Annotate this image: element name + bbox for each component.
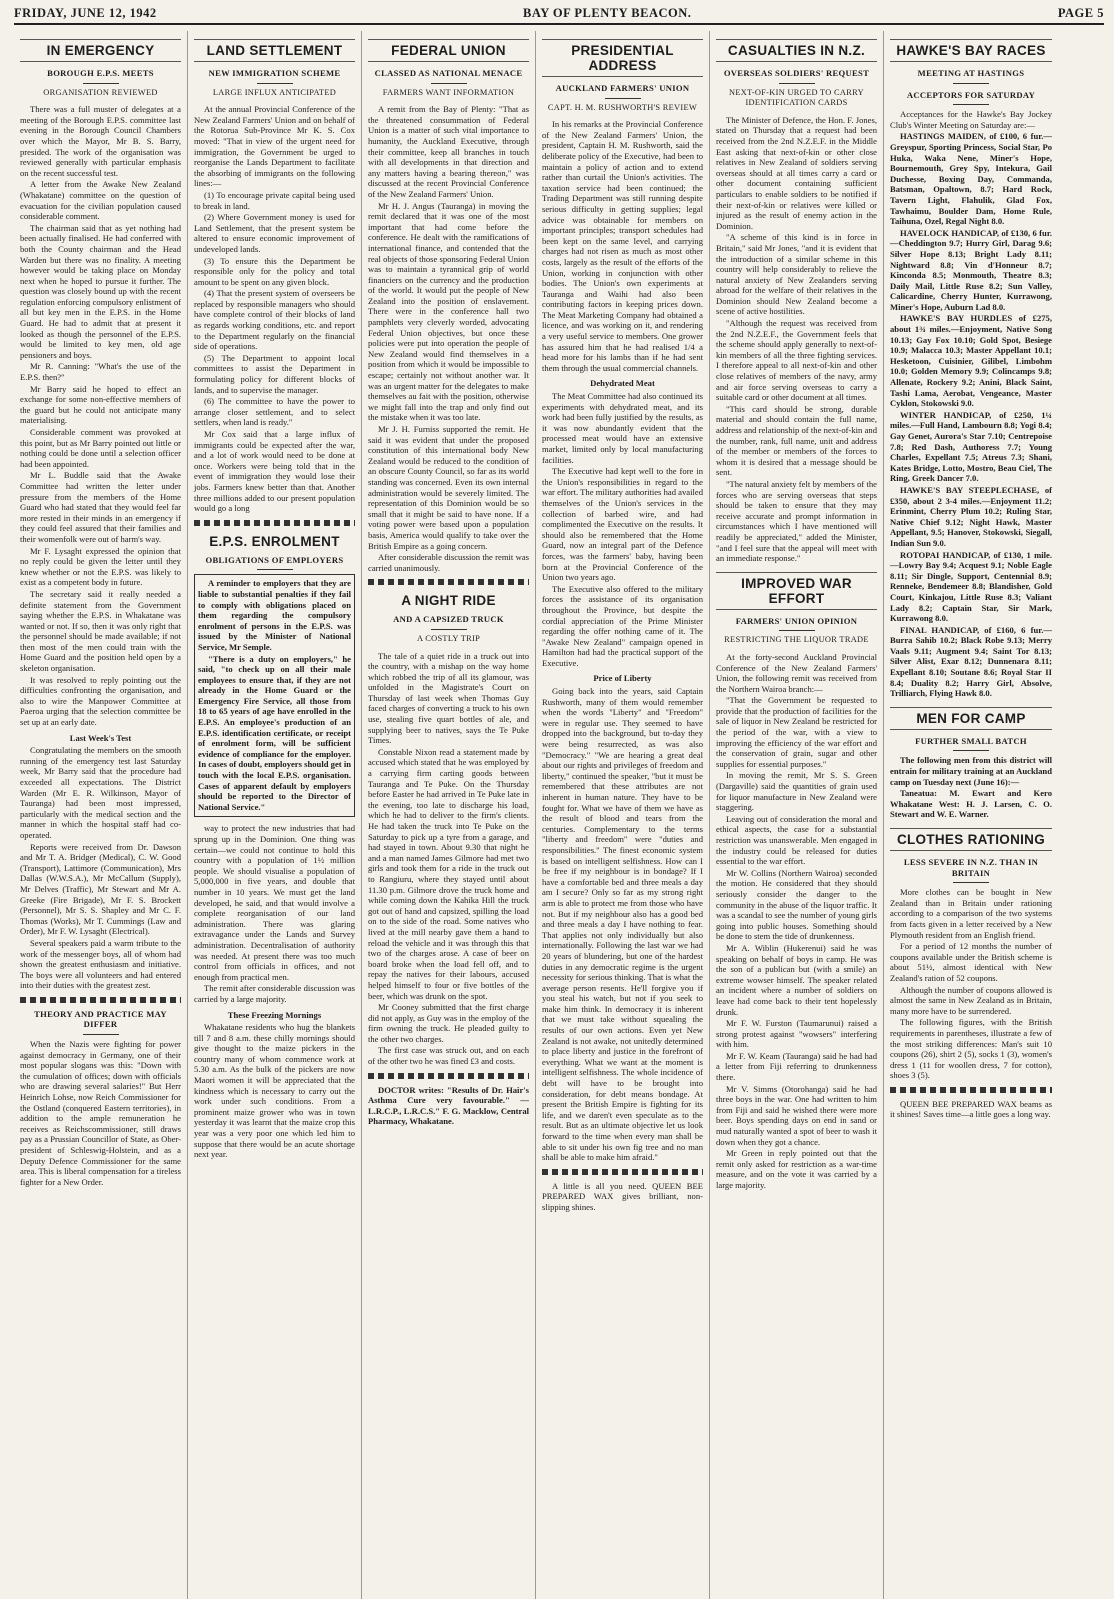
masthead-page: PAGE 5 bbox=[1057, 6, 1104, 20]
column-5 bbox=[710, 31, 884, 1599]
column-1 bbox=[14, 31, 188, 1599]
section-heading: Last Week's Test bbox=[69, 732, 132, 743]
rule bbox=[257, 83, 293, 84]
paragraph: Although the number of coupons allowed is almost the same in New Zealand as in Britain, many more have to be surrendered. bbox=[890, 984, 1052, 1016]
race-entry: WINTER HANDICAP, of £250, 1¼ miles.—Full Hand, Lambourn 8.8; Yogi 8.4; Gay Genet, Aurora's Star 7.10; Centrepoise 7.8; Red Dash, Authoress 7.7; Young Charles, Expellant 7.5; Atreus 7.3; Shani, Kates Bridge, Lotto, Mostro, Beau Ciel, The Ring, Greek Dancer 7.0. bbox=[890, 409, 1052, 484]
paragraph: Mr W. Collins (Northern Wairoa) seconded the motion. He considered that they should seriously consider the danger to the community in the abuse of the liquor traffic. It was a scandal to see the number of young girls going into public houses. Something should be done to stem the tide of drunkenness. bbox=[716, 867, 877, 942]
rule bbox=[953, 104, 989, 105]
section-heading: These Freezing Mornings bbox=[227, 1009, 322, 1020]
paragraph: Constable Nixon read a statement made by accused which stated that he was employed by a carrying firm carting goods between Tauranga and Te Puke. On the Thursday before Easter he had arrived in Te Puke late in the evening, too late to discharge his load, which he had to deliver to the firm's clients. He had taken the truck into Te Puke on the Saturday to pick up a tyre from a garage, and had stayed in town. About 9.30 that night he and a man named James Gilmore had met two girls and took them for a ride in the truck out to Rangiuru, where they stayed until about 11.30 p.m. Gilmore drove the truck home and while coming down the Kahika Hill the truck got out of hand and capsized, spilling the load on to the side of the road. Some natives who lived at the mill nearby gave them a hand to reload the vehicle and it was through this that two of the charges arose. A case of beer on board broke when the load fell off, and to repay the natives for their labours, accused helped himself to four or five bottles of the beer, which was drunk on the spot. bbox=[368, 746, 529, 1001]
subhead: MEETING AT HASTINGS bbox=[917, 68, 1025, 78]
paragraph: Mr V. Simms (Otorohanga) said he had three boys in the war. One had written to him from Fiji and said he wished there were more beer. Boys spending days on end in sand or mud naturally wanted a spot of beer to wash it down when they got a chance. bbox=[716, 1083, 877, 1147]
race-entry: HAWKE'S BAY HURDLES of £275, about 1¾ miles.—Enjoyment, Native Song 10.13; Gay Fox 10.10; Gold Spot, Besiege 10.9; Malacca 10.3; Master Appellant 10.1; Hesketoon, Cuisinier, Gilibel, Limbohm 10.0; Golden Memory 9.9; Colincamps 9.8; Allenate, Rockery 9.2; Anini, Black Saint, Tashi Lama, Aerobat, Vengeance, Master Cyklon, Stokowski 9.0. bbox=[890, 313, 1052, 409]
list-item: (2) Where Government money is used for Land Settlement, that the present system be altered to ensure economic improvement of undeveloped lands. bbox=[194, 212, 355, 254]
subhead: FARMERS WANT INFORMATION bbox=[382, 87, 515, 97]
column-6 bbox=[884, 31, 1058, 1599]
paragraph: The Meat Committee had also continued its experiments with dehydrated meat, and its work had been fully justified by the results, as it was now abundantly evident that the processed meat would have an extensive market, limited only by local manufacturing facilities. bbox=[542, 391, 703, 465]
paragraph: Mr J. H. Furniss supported the remit. He said it was evident that under the proposed constitution of this international body New Zealand would be reduced to the condition of an obscure County Council, so far as its world standing was concerned. Even its own internal administration would be severely limited. The representation of this Dominion would be so small that it might be said to have none. If a voting power were based upon a population basis, America would qualify to take over the British Empire as a going concern. bbox=[368, 424, 529, 551]
headline-federal-union: FEDERAL UNION bbox=[368, 39, 529, 62]
boxed-notice bbox=[194, 574, 355, 817]
subhead: RESTRICTING THE LIQUOR TRADE bbox=[724, 635, 869, 645]
paragraph: Taneatua: M. Ewart and Kero Whakatane West: H. J. Larsen, C. O. Stewart and W. E. Warner. bbox=[890, 788, 1052, 820]
columns bbox=[14, 31, 1104, 1599]
paragraph: Mr F. W. Keam (Tauranga) said he had had a letter from Fiji referring to drunkenness there. bbox=[716, 1050, 877, 1083]
paragraph: "The natural anxiety felt by members of the forces who are serving overseas that steps should be taken to ensure that they may receive accurate and prompt information in circumstances which I have mentioned will readily be appreciated," added the Minister, "and I feel sure that the appeal will meet with an immediate response." bbox=[716, 478, 877, 564]
subhead: FURTHER SMALL BATCH bbox=[915, 735, 1027, 746]
column-3 bbox=[362, 31, 536, 1599]
paragraph: "Although the request was received from the 2nd N.Z.E.F., the Government feels that the scheme should apply generally to next-of-kin members of all the three fighting services. I therefore appeal to all next-of-kin and other close relatives of members of the navy, army and air force serving overseas to carry a suitable card or other document at all times. bbox=[716, 318, 877, 403]
rule bbox=[431, 83, 467, 84]
paragraph: The following men from this district will entrain for military training at an Auckland camp on Tuesday next (June 16):— bbox=[890, 755, 1052, 787]
headline-hawkes-bay-races: HAWKE'S BAY RACES bbox=[890, 39, 1052, 62]
paragraph: "That the Government be requested to provide that the production of facilities for the sale of liquor in New Zealand be restricted for the period of the war, with a view to improving the efficiency of the war effort and the conservation of grain, sugar and other supplies for essential purposes." bbox=[716, 695, 877, 769]
list-item: (5) The Department to appoint local committees to assist the Department in formulating policy for different blocks of lands, and to supervise the manager. bbox=[194, 352, 355, 395]
subhead: LARGE INFLUX ANTICIPATED bbox=[212, 87, 337, 97]
paragraph: At the forty-second Auckland Provincial Conference of the New Zealand Farmers' Union, the following remit was received from the Northern Wairoa branch:— bbox=[716, 651, 877, 694]
rule bbox=[953, 882, 989, 883]
rule bbox=[431, 629, 467, 630]
subhead: OBLIGATIONS OF EMPLOYERS bbox=[205, 554, 344, 565]
advertisement: A little is all you need. QUEEN BEE PREPARED WAX gives brilliant, non-slipping shines. bbox=[542, 1180, 703, 1212]
paragraph: At the annual Provincial Conference of the New Zealand Farmers' Union and on behalf of the Rotorua Sub-Province Mr K. S. Cox moved: "That in view of the urgent need for immigration, the Government be urged to reorganise the Lands Department to facilitate the absorbing of immigrants on the following lines:— bbox=[194, 104, 355, 189]
paragraph: Several speakers paid a warm tribute to the work of the messenger boys, all of whom had shown the greatest enthusiasm and initiative. The boys were all volunteers and had entered into their duties with the greatest zest. bbox=[20, 937, 181, 991]
column-4 bbox=[536, 31, 710, 1599]
headline-night-ride: A NIGHT RIDE bbox=[401, 593, 496, 609]
paragraph: A letter from the Awake New Zealand (Whakatane) committee on the question of evacuation for the civilian population caused considerable comment. bbox=[20, 179, 181, 222]
list-item: (4) That the present system of overseers be replaced by responsible managers who should have complete control of their blocks of land as regards working conditions, etc. and report to the Department regularly on the financial side of operations. bbox=[194, 288, 355, 352]
paragraph: More clothes can be bought in New Zealand than in Britain under rationing according to a comparison of the two systems from facts given in a letter received by a New Plymouth resident from an English friend. bbox=[890, 887, 1052, 940]
column-2 bbox=[188, 31, 362, 1599]
race-entry: HAWKE'S BAY STEEPLECHASE, of £350, about 2 3-4 miles.—Enjoyment 11.2; Erinmint, Cherry Plum 10.2; Ruling Star, Native Chief 9.12; Night Hawk, Master Appellant, 9.5; Hanover, Stokowski, Siegall, Indian Sun 9.0. bbox=[890, 484, 1052, 548]
section-heading: Price of Liberty bbox=[593, 673, 652, 684]
paragraph: A remit from the Bay of Plenty: "That as the threatened consummation of Federal Union is a matter of such vital importance to humanity, the Auckland Executive, through their committee, keep all branches in touch with all developments in that direction and any matters having a bearing thereon," was discussed at the recent Provincial Conference of the New Zealand Farmers' Union. bbox=[368, 104, 529, 199]
paragraph: The tale of a quiet ride in a truck out into the country, with a mishap on the way home which robbed the trip of all its glamour, was unfolded in the Magistrate's Court on Thursday of last week when Thomas Guy faced charges of converting a truck to his own use, stealing five quart bottles of ale, and supplying beer to natives, says the Te Puke Times. bbox=[368, 650, 529, 746]
paragraph: Going back into the years, said Captain Rushworth, many of them would remember when the words "Liberty" and "Freedom" were in regular use. They seemed to have dropped into the background, but to-day they were being resurrected, as was also "Democracy." "We are hearing a great deal about our rights and privileges of freedom and liberty," continued the speaker, "but it must be remembered that these attributes are not inherent in human nature. They have to be fought for. What we have of them we have as the result of blood and tears from the centuries. Complementary to the terms "liberty and freedom" were "duties and responsibilities." The finest economic system is based on intelligent selfishness. How can I be free if my neighbour is in bondage? If I have a comfortable bed and three meals a day am I secure? Only so far as my strong right arm is able to protect me from those who have not. But if my neighbour also has a good bed and three meals a day I have nothing to fear. That applies not only individually but also internationally. Following the last war we had 20 years of blundering, but one of the hardest duties in any democratic regime is the urgent necessity for serious thinking. That is what the average person resents. He'll forgive you if you steal his watch, but not if you seek to make him think. In democracy it is inherent that we must take without squealing the results of our own actions. Even yet New Zealand is not awake, not unitedly determined to place liberty and justice in the forefront of everything. What we want at the moment is intelligent selfishness. The whole incidence of debt will have to be brought into consideration, for debt means bondage. At present the British Empire is fighting for its life, and we daren't even speculate as to the result. But as an ultimate objective let us look forward to the time when every man shall be able to sit under his own fig tree and no man shall be able to make him afraid." bbox=[542, 686, 703, 1163]
paragraph: Mr Cox said that a large influx of immigrants could be expected after the war, and a lot of work would need to be done at once. Workers were being told that in the event of immigration they would lose their jobs. Farmers knew better than that. Another three millions added to our present population would go a long bbox=[194, 429, 355, 514]
rule bbox=[953, 750, 989, 751]
subhead: FARMERS' UNION OPINION bbox=[735, 615, 858, 626]
rule bbox=[605, 98, 641, 99]
race-entry: HAVELOCK HANDICAP, of £130, 6 fur.—Cheddington 9.7; Hurry Girl, Darag 9.6; Silver Hope 8.13; Bright Lady 8.11; Nightward 8.8; Vin d'Honneur 8.7; Kinconda 8.5; Monmouth, Theatre 8.3; Daily Mail, Little Ruse 8.2; Sun Valley, Calicardine, Cherry Hunter, Kurrawong, Miner's Hope, Auburn Lad 8.0. bbox=[890, 227, 1052, 312]
list-item: (3) To ensure this the Department be responsible only for the policy and total amount to be spent on any given block. bbox=[194, 255, 355, 287]
race-entry: FINAL HANDICAP, of £160, 6 fur.—Burra Sahib 10.2; Black Robe 9.13; Merry Vaals 9.11; Augment 9.4; Saint Tor 8.13; Silver Alist, Exar 8.12; Dunnenara 8.11; Expellant 8.10; Soutane 8.6; Royal Star II 8.4; Duality 8.2; Harry Girl, Absolve, Trilliarch, Flying Hawk 8.0. bbox=[890, 624, 1052, 699]
headline-in-emergency: IN EMERGENCY bbox=[20, 39, 181, 62]
paragraph: The Executive also offered to the military forces the assistance of its organisation throughout the Province, but despite the cordial appreciation of the Prime Minister regarding the offer nothing came of it. The "Awake New Zealand" campaign opened in Hamilton had had the practical support of the Executive. bbox=[542, 583, 703, 668]
subhead: OVERSEAS SOLDIERS' REQUEST bbox=[723, 68, 870, 78]
paragraph: Mr L. Buddle said that the Awake Committee had written the letter under pressure from the members of the Home Guard who had stated that they would feel far more rested in their minds in an emergency if they could feel assured that their families and their womenfolk were out of harm's way. bbox=[20, 470, 181, 544]
section-heading: Dehydrated Meat bbox=[590, 378, 655, 389]
rule bbox=[779, 630, 815, 631]
paragraph: When the Nazis were fighting for power against democracy in Germany, one of their most popular slogans was this: "Down with the cumulation of offices; down with officials who are drawing several salaries!" But Herr Heinrich Lohse, now Reich Commissioner for the Ostland (conquered Eastern territories), in addition to the ample remuneration he receives as Reichscommissioner, still draws pay as a Prussian Councillor of State, as Ober-president of Schleswig-Holstein, and as a Deputy Defence Commissioner for the same area. This is liberal compensation for a tireless fighter for a New Order. bbox=[20, 1039, 181, 1187]
rule bbox=[257, 569, 293, 570]
subhead: A COSTLY TRIP bbox=[416, 633, 481, 643]
masthead-date: FRIDAY, JUNE 12, 1942 bbox=[14, 6, 157, 20]
paragraph: There was a full muster of delegates at a meeting of the Borough E.P.S. committee last evening in the Borough Council Chambers over which the Mayor, Mr B. S. Barry, presided. The work of the organisation was reviewed generally with particular emphasis on the recent successful test. bbox=[20, 104, 181, 178]
paragraph: The Executive had kept well to the fore in the Union's responsibilities in regard to the war effort. The military authorities had availed themselves of the Union's services in the collection of barbed wire, and had complimented the Executive on the results. It should also be remembered that the Home Guard, now an integral part of the Defence forces, was the farmers' baby, having been born at the Provincial Conference of the Union two years ago. bbox=[542, 466, 703, 583]
paragraph: Mr F. Lysaght expressed the opinion that no reply could be given the letter until they knew whether or not the E.P.S. was likely to exist as a competent body in future. bbox=[20, 545, 181, 588]
headline-land-settlement: LAND SETTLEMENT bbox=[194, 39, 355, 62]
subhead: CLASSED AS NATIONAL MENACE bbox=[374, 68, 523, 78]
subhead: NEXT-OF-KIN URGED TO CARRY IDENTIFICATION CARDS bbox=[729, 87, 864, 108]
paragraph: Mr Cooney submitted that the first charge did not apply, as Guy was in the employ of the firm owning the truck. He pleaded guilty to the other two charges. bbox=[368, 1002, 529, 1044]
paragraph: After considerable discussion the remit was carried unanimously. bbox=[368, 552, 529, 573]
subhead: BOROUGH E.P.S. MEETS bbox=[47, 68, 154, 78]
paragraph: The secretary said it really needed a definite statement from the Government saying whether the E.P.S. in Whakatane was wanted or not. If so, then it was only right that the personnel should be made available; if not then most of the men could train with the Home Guard and the position held open by a skeleton organisation. bbox=[20, 588, 181, 674]
paragraph: "There is a duty on employers," he said, "to check up on all their male employees to ensure that, if they are not already in the Home Guard or the Emergency Fire Service, all those from 18 to 65 years of age have enrolled in the E.P.S. An employee's production of an E.P.S. identification certificate, or receipt of enrolment form, will be sufficient evidence of compliance for the employer. In cases of doubt, employers should get in touch with the local E.P.S. organisation. Cases of apparent default by employers should be reported to the Director of National Service." bbox=[198, 653, 351, 812]
subhead: ORGANISATION REVIEWED bbox=[43, 87, 158, 97]
masthead bbox=[14, 6, 1104, 25]
headline-clothes-rationing: CLOTHES RATIONING bbox=[890, 828, 1052, 851]
paragraph: way to protect the new industries that had sprung up in the Dominion. One thing was certain—we could not continue to hold this country with a population of 1½ million people. We should visualise a population of 5,000,000 in five years, and double that number in 10 years. We must get the land developed, he said, and that would involve a complete reorganisation of our land administration. There was glaring extravagance under the Lands and Survey administration. Decentralisation of authority was needed. At present there was too much control from officials in offices, and not enough from practical men. bbox=[194, 823, 355, 982]
divider bbox=[368, 1073, 529, 1079]
subhead: ACCEPTORS FOR SATURDAY bbox=[906, 89, 1036, 100]
paragraph: "This card should be strong, durable material and should contain the full name, address and relationship of the next-of-kin and the number, rank, full name, unit and address of the member or members of the forces to whom it is desired that a message should be sent. bbox=[716, 403, 877, 478]
paragraph: Mr Green in reply pointed out that the remit only asked for restriction as a war-time measure, and on the vote it was carried by a large majority. bbox=[716, 1148, 877, 1190]
headline-eps-enrolment: E.P.S. ENROLMENT bbox=[209, 533, 340, 549]
rule bbox=[779, 83, 815, 84]
paragraph: Reports were received from Dr. Dawson and Mr T. A. Bridger (Medical), C. W. Good (Transport), Lattimore (Communication), Mrs Dallas (W.W.S.A.), Mr McCallum (Supply), Mr Delves (Traffic), Mr Stewart and Mr A. Greeke (Fire Brigade), Mr F. S. Brockett (Personnel), Mr S. S. Shapley and Mr C. F. Thomas (Works), Mr T. Cummings (Law and Order), Mr F. W. Lysaght (Electrical). bbox=[20, 841, 181, 937]
paragraph: Mr A. Wiblin (Hukerenui) said he was speaking on behalf of boys in camp. He was the son of a publican but (with a smile) an extreme wowser himself. The speaker related an incident where a number of soldiers on leave had come back to their tent hopelessly drunk. bbox=[716, 942, 877, 1017]
paragraph: Mr Barry said he hoped to effect an exchange for some non-effective members of the guard but he could not anticipate many materialising. bbox=[20, 383, 181, 426]
divider bbox=[20, 997, 181, 1003]
subhead: NEW IMMIGRATION SCHEME bbox=[208, 68, 341, 78]
paragraph: The following figures, with the British requirements in parentheses, illustrate a few of the most striking differences: Man's suit 10 coupons (26), shirt 2 (5), socks 1 (3), women's dress 1 (11 for woollen dress, 7 for cotton), shoes 3 (5). bbox=[890, 1017, 1052, 1081]
list-item: (6) The committee to have the power to arrange closer settlement, and to select settlers, when land is ready." bbox=[194, 396, 355, 428]
race-entry: ROTOPAI HANDICAP, of £130, 1 mile.—Lowry Bay 9.4; Acquest 9.1; Noble Eagle 8.11; Sir Dingle, Support, Centennial 8.9; Renneke, Bendemeer 8.8; Blandisher, Gold Court, Kinkajou, Little Ruse 8.3; Valiant Lady 8.2; Captain Star, Sir Mark, Kurrawong 8.0. bbox=[890, 549, 1052, 624]
paragraph: The first case was struck out, and on each of the other two he was fined £3 and costs. bbox=[368, 1045, 529, 1067]
paragraph: Mr R. Canning: "What's the use of the E.P.S. then?" bbox=[20, 361, 181, 383]
paragraph: The Minister of Defence, the Hon. F. Jones, stated on Thursday that a request had been received from the 2nd N.Z.E.F. in the Middle East asking that next-of-kin or other close relatives in New Zealand of soldiers serving overseas should at all times carry a card or other document containing sufficient particulars to enable soldiers to be notified if their next-of-kin or relatives were killed or injured as the result of enemy action in the Dominion. bbox=[716, 114, 877, 231]
subhead: LESS SEVERE IN N.Z. THAN IN BRITAIN bbox=[903, 857, 1039, 878]
rule bbox=[953, 83, 989, 84]
divider bbox=[542, 1169, 703, 1175]
paragraph: Whakatane residents who hug the blankets till 7 and 8 a.m. these chilly mornings should give thought to the maize pickers in the country many of whom commence work at 5.30 a.m. As the bulk of the pickers are now Maori women it will be appreciated that the kindness which is necessary to carry out the work under such conditions. From a prominent maize grower who was in town yesterday it was learnt that the maize crop this year was a very poor one which led him to suppose that there would be an acute shortage next year. bbox=[194, 1022, 355, 1160]
subhead: AND A CAPSIZED TRUCK bbox=[393, 614, 504, 625]
divider bbox=[368, 579, 529, 585]
paragraph: For a period of 12 months the number of coupons available under the British scheme is about 51½, almost identical with New Zealand's ration of 52 coupons. bbox=[890, 941, 1052, 983]
paragraph: Mr H. J. Angus (Tauranga) in moving the remit declared that it was one of the most important that had come before the conference. He dealt with the ramifications of international finance, and contended that the real objects of those sponsoring Federal Union was to maintain a tyrannical grip of world financiers on the currency and the production of the world. It would put the people of New Zealand into the position of enslavement. There were in the conference hall two pamphlets very cleverly worded, advocating Federal Union objectives, but once these policies were put into operation the people of New Zealand would find themselves in a position from which it would be impossible to escape; certainly not without another war. It was an urgent matter for the delegates to make themselves au fait with the position, otherwise we might fall into the trap and only find out the mistake when it was too late. bbox=[368, 200, 529, 423]
headline-presidential-address: PRESIDENTIAL ADDRESS bbox=[542, 39, 703, 77]
rule bbox=[83, 1034, 119, 1035]
headline-casualties: CASUALTIES IN N.Z. bbox=[716, 39, 877, 62]
headline-theory-practice: THEORY AND PRACTICE MAY DIFFER bbox=[34, 1008, 167, 1030]
paragraph: Leaving out of consideration the moral and ethical aspects, the case for a substantial restriction was unanswerable. Men engaged in the industry could be released for duties essential to the war effort. bbox=[716, 813, 877, 867]
paragraph: Congratulating the members on the smooth running of the emergency test last Saturday week, Mr Barry said that the procedure had exceeded all expectations. The District Warden (Mr E. R. Wilkinson, Mayor of Tauranga) had been most impressed, particularly with the medical section and the manner in which the hospital staff had co-operated. bbox=[20, 745, 181, 840]
paragraph: Considerable comment was provoked at this point, but as Mr Barry pointed out little or nothing could be done until a selection officer had been appointed. bbox=[20, 427, 181, 469]
paragraph: Mr F. W. Furston (Taumarunui) raised a strong protest against "wowsers" interfering with him. bbox=[716, 1018, 877, 1050]
paragraph: A reminder to employers that they are liable to substantial penalties if they fail to comply with obligations placed on them regarding the compulsory enrolment of persons in the E.P.S. was issued by the Minister of National Service, Mr Semple. bbox=[198, 578, 351, 652]
list-item: (1) To encourage private capital being used to break in land. bbox=[194, 189, 355, 211]
headline-improved-war-effort: IMPROVED WAR EFFORT bbox=[716, 572, 877, 610]
paragraph: It was resolved to reply pointing out the difficulties confronting the organisation, and also to wire the Manpower Committee at Paeroa urging that the selection committee be set up at an early date. bbox=[20, 674, 181, 728]
masthead-paper: BAY OF PLENTY BEACON. bbox=[523, 6, 692, 20]
subhead: CAPT. H. M. RUSHWORTH'S REVIEW bbox=[547, 102, 698, 112]
paragraph: Acceptances for the Hawke's Bay Jockey Club's Winter Meeting on Saturday are:— bbox=[890, 109, 1052, 130]
subhead: AUCKLAND FARMERS' UNION bbox=[555, 83, 690, 93]
divider bbox=[194, 520, 355, 526]
paragraph: In moving the remit, Mr S. S. Green (Dargaville) said the quantities of grain used for liquor manufacture in New Zealand were staggering. bbox=[716, 770, 877, 813]
divider bbox=[890, 1087, 1052, 1093]
headline-men-for-camp: MEN FOR CAMP bbox=[890, 707, 1052, 730]
paragraph: The chairman said that as yet nothing had been actually finalised. He had conferred with both the County chairman and the Head Warden but there was no finality. A meeting however would be taking place on Monday next when he hoped to pursue it further. The question was closely bound up with the recent regulation enforcing compulsory enlistment of all but key men in the E.P.S. in the Home Guard. He had to admit that at present it looked as though the personnel of the E.P.S. would be limited to key men, old age pensioners and boys. bbox=[20, 222, 181, 360]
paragraph: The remit after considerable discussion was carried by a large majority. bbox=[194, 983, 355, 1004]
paragraph: "A scheme of this kind is in force in Britain," said Mr Jones, "and it is evident that the introduction of a similar scheme in this country will help considerably to relieve the natural anxiety of New Zealanders serving abroad for the welfare of their relatives in the Dominion should New Zealand become a scene of active hostilities. bbox=[716, 232, 877, 317]
advertisement: QUEEN BEE PREPARED WAX beams as it shines! Saves time—a little goes a long way. bbox=[890, 1098, 1052, 1120]
advertisement: DOCTOR writes: "Results of Dr. Hair's Asthma Cure very favourable." — L.R.C.P., L.R.C.S." F. G. Macklow, Central Pharmacy, Whakatane. bbox=[368, 1084, 529, 1127]
race-entry: HASTINGS MAIDEN, of £100, 6 fur.—Greyspur, Sporting Princess, Social Star, Po Huka, Waka Nene, Miner's Hope, Bournemouth, Grey Spy, Intekura, Gail Duchesse, Boxing Day, Commanda, Batsman, Opaltown, 8.7; Hard Rock, Tavern Light, Flahulik, Glad Fox, Tawhaimu, Boulder Dam, Home Rule, Taihuna, Ozel, Regal Night 8.0. bbox=[890, 131, 1052, 227]
paragraph: In his remarks at the Provincial Conference of the New Zealand Farmers' Union, the president, Captain H. M. Rushworth, said the deliberate policy of the Executive, had been to maintain a policy of action and to extend rather than curtail the Union's activities. The taxation service had been continued; the Trading Department was still running despite serious difficulty in getting supplies; legal advice was obtainable for members on important principles; transport schedules had been kept on the same level, and carrying charges had not risen as much as most other costs, largely as the result of the efforts of the Union, working in conjunction with other bodies. The Union's own experiments at Tauranga and Waihi had also been contributing factors in keeping prices down. The Meat Marketing Company had obtained a licence, and was working on it, and rendering a very useful service to members. One grower has assured him that he had realised 1/4 a head more for his lambs than if he had sent them through the usual commercial channels. bbox=[542, 119, 703, 373]
rule bbox=[83, 83, 119, 84]
